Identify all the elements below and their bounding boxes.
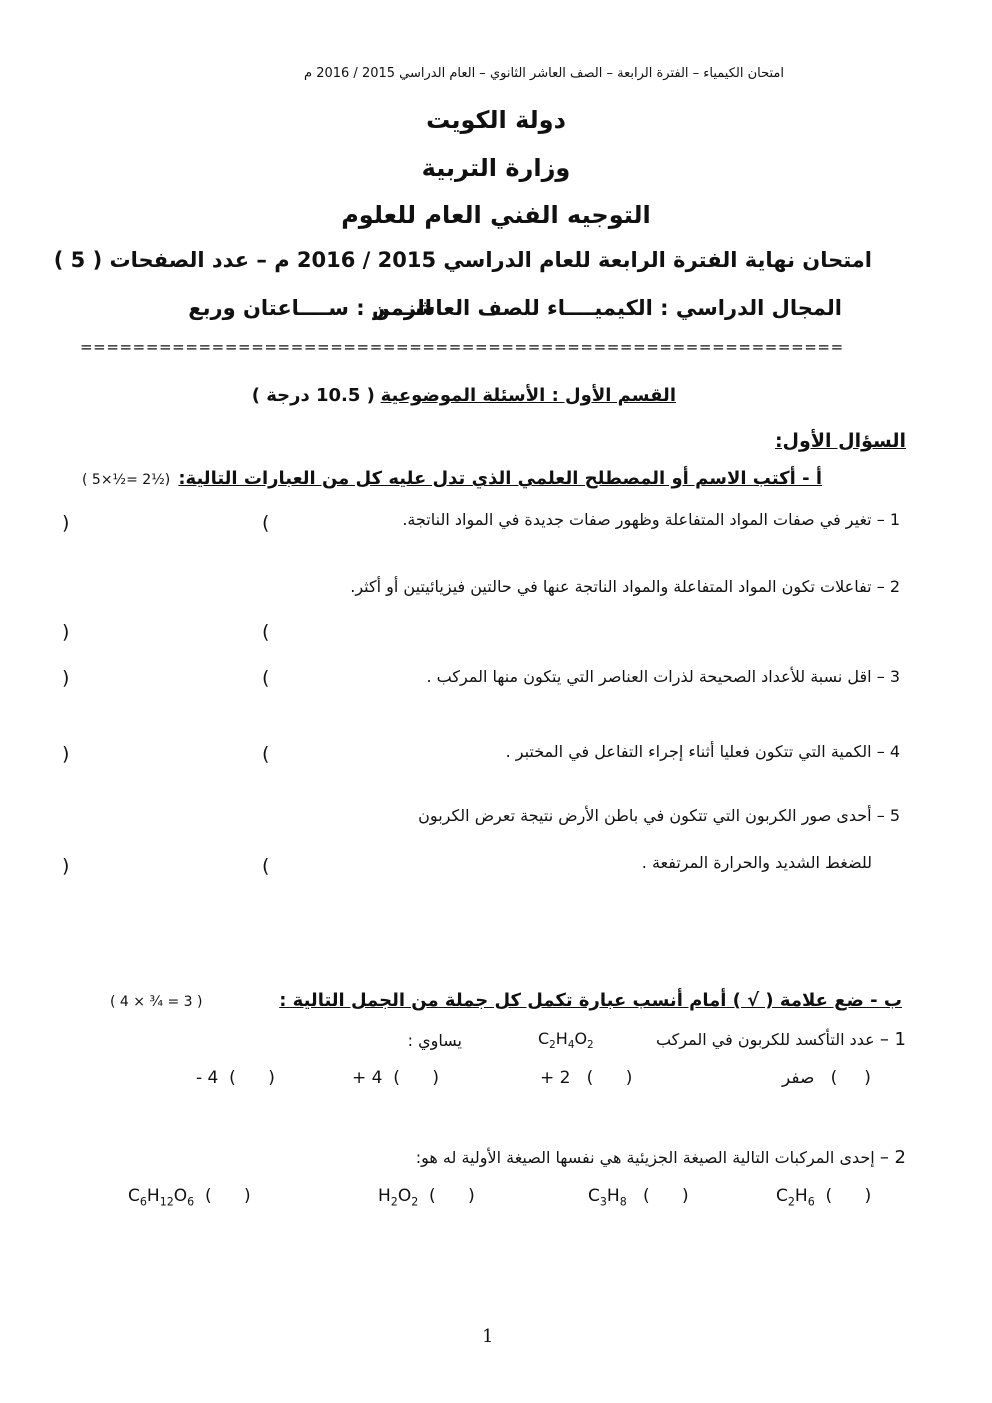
part-a-marks: ( 5×½= 2½) <box>82 472 171 488</box>
option-checkbox[interactable]: + 4 ( ) <box>352 1068 439 1088</box>
section-heading <box>252 385 676 406</box>
part-b-marks: ( 4 × ¾ = 3 ) <box>110 994 203 1010</box>
answer-bracket-open: ( <box>262 621 270 643</box>
list-item <box>350 577 900 596</box>
duration-line: الزمن : ســــاعتان وربع <box>188 296 432 320</box>
part-a-instruction: أ - أكتب الاسم أو المصطلح العلمي الذي تدل عليه كل من العبارات التالية: <box>178 468 822 489</box>
answer-bracket-open: ( <box>262 855 270 877</box>
list-item <box>506 742 900 761</box>
list-item <box>418 806 900 825</box>
list-item <box>402 510 900 529</box>
header-line: امتحان الكيمياء – الفترة الرابعة – الصف العاشر الثانوي – العام الدراسي 2015 / 2016 م <box>304 66 784 81</box>
option-c6h12o6[interactable]: $C_6H_{12}O_6$ ( ) <box>128 1186 251 1209</box>
exam-title: امتحان نهاية الفترة الرابعة للعام الدراسي 2015 / 2016 م – عدد الصفحات ( 5 ) <box>53 248 872 272</box>
list-item <box>426 667 900 686</box>
answer-bracket-open: ( <box>262 743 270 765</box>
mcq-number: 2 – <box>879 1147 906 1168</box>
answer-bracket-close: ) <box>62 621 70 643</box>
question-label: السؤال الأول: <box>774 430 906 452</box>
section-marks: ( 10.5 درجة ) <box>251 385 375 406</box>
option-label: صفر <box>782 1068 815 1088</box>
answer-bracket-close: ) <box>62 667 70 689</box>
item-text: أحدى صور الكربون التي تتكون في باطن الأرض نتيجة تعرض الكربون <box>418 806 872 825</box>
answer-bracket-close: ) <box>62 743 70 765</box>
page-number: 1 <box>482 1326 494 1347</box>
item-number: 1 – <box>876 510 900 529</box>
mcq-tail: يساوي : <box>407 1031 462 1050</box>
mcq-question <box>656 1029 906 1050</box>
list-item-continuation: للضغط الشديد والحرارة المرتفعة . <box>641 853 872 872</box>
mcq-text: عدد التأكسد للكربون في المركب <box>655 1030 875 1049</box>
item-text: تفاعلات تكون المواد المتفاعلة والمواد الناتجة عنها في حالتين فيزيائيتين أو أكثر. <box>350 577 872 596</box>
option-c3h8[interactable]: $C_3H_8$ ( ) <box>588 1186 689 1209</box>
item-number: 2 – <box>876 577 900 596</box>
item-text: تغير في صفات المواد المتفاعلة وظهور صفات جديدة في المواد الناتجة. <box>402 510 872 529</box>
option-c2h6[interactable]: $C_2H_6$ ( ) <box>776 1186 872 1209</box>
item-number: 4 – <box>876 742 900 761</box>
part-b-prefix: ب - ضع علامة ( √ ) <box>726 990 902 1011</box>
option-checkbox[interactable]: صفر ( ) <box>782 1068 871 1088</box>
option-label: - 4 <box>196 1068 219 1088</box>
item-text: الكمية التي تتكون فعليا أثناء إجراء التفاعل في المختبر . <box>505 742 872 761</box>
section-title: القسم الأول : الأسئلة الموضوعية <box>380 385 676 406</box>
part-b-text: أمام أنسب عبارة تكمل كل جملة من الجمل التالية : <box>279 990 727 1011</box>
country-title: دولة الكويت <box>426 106 566 134</box>
option-label: + 4 <box>352 1068 383 1088</box>
option-checkbox[interactable]: + 2 ( ) <box>540 1068 633 1088</box>
answer-bracket-close: ) <box>62 512 70 534</box>
option-label: + 2 <box>540 1068 571 1088</box>
item-number: 3 – <box>876 667 900 686</box>
answer-bracket-open: ( <box>262 512 270 534</box>
answer-bracket-close: ) <box>62 855 70 877</box>
answer-bracket-open: ( <box>262 667 270 689</box>
formula-c2h4o2: $C_2H_4O_2$ <box>538 1029 594 1052</box>
mcq-question <box>416 1147 906 1168</box>
ministry-title: وزارة التربية <box>421 154 571 182</box>
part-b-instruction <box>279 990 902 1011</box>
separator-line: ========================================================== <box>80 338 844 356</box>
subject-line: المجال الدراسي : الكيميــــاء للصف العاشــــر <box>372 296 842 320</box>
mcq-text: إحدى المركبات التالية الصيغة الجزيئية هي نفسها الصيغة الأولية له هو: <box>415 1148 875 1167</box>
mcq-number: 1 – <box>879 1029 906 1050</box>
item-text: اقل نسبة للأعداد الصحيحة لذرات العناصر التي يتكون منها المركب . <box>426 667 872 686</box>
option-h2o2[interactable]: $H_2O_2$ ( ) <box>378 1186 475 1209</box>
item-number: 5 – <box>876 806 900 825</box>
department-title: التوجيه الفني العام للعلوم <box>341 201 651 229</box>
option-checkbox[interactable]: - 4 ( ) <box>196 1068 275 1088</box>
